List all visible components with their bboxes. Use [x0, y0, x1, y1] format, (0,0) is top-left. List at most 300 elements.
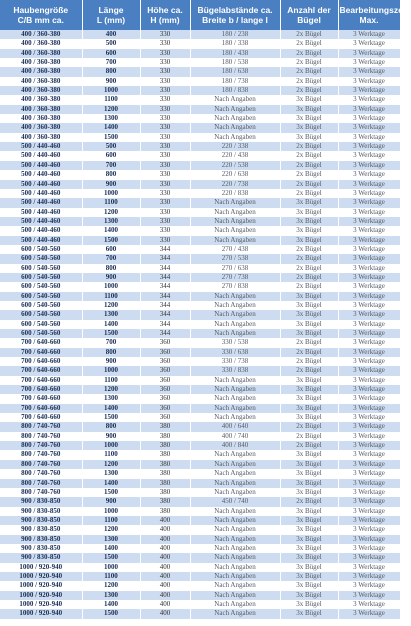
cell-height: 344 [140, 245, 190, 254]
table-row [0, 357, 400, 366]
cell-height: 344 [140, 320, 190, 329]
cell-bracket-count: 3x Bügel [280, 591, 338, 600]
cell-length: 700 [82, 254, 140, 263]
cell-length: 700 [82, 161, 140, 170]
cell-bracket-count: 3x Bügel [280, 479, 338, 488]
cell-length: 1300 [82, 114, 140, 123]
cell-processing-time: 3 Werktage [338, 581, 400, 590]
cell-length: 900 [82, 180, 140, 189]
cell-bracket-spacing: 330 / 838 [190, 366, 280, 375]
table-row [0, 413, 400, 422]
cell-length: 1300 [82, 591, 140, 600]
table-row [0, 591, 400, 600]
cell-processing-time: 3 Werktage [338, 535, 400, 544]
cell-height: 344 [140, 310, 190, 319]
table-row [0, 609, 400, 618]
cell-bracket-count: 2x Bügel [280, 86, 338, 95]
header-height-line1: Höhe ca. [147, 5, 183, 15]
cell-length: 700 [82, 58, 140, 67]
cell-bracket-count: 2x Bügel [280, 422, 338, 431]
cell-length: 700 [82, 338, 140, 347]
table-row [0, 39, 400, 48]
cell-length: 900 [82, 432, 140, 441]
cell-bracket-count: 3x Bügel [280, 217, 338, 226]
cell-processing-time: 3 Werktage [338, 572, 400, 581]
cell-processing-time: 3 Werktage [338, 142, 400, 151]
cell-hood-size: 1000 / 920-940 [0, 572, 82, 581]
cell-processing-time: 3 Werktage [338, 544, 400, 553]
cell-hood-size: 400 / 360-380 [0, 49, 82, 58]
header-bracket-spacing-line1: Bügelabstände ca. [197, 5, 273, 15]
cell-length: 1000 [82, 507, 140, 516]
cell-length: 1400 [82, 600, 140, 609]
table-row [0, 544, 400, 553]
table-row [0, 366, 400, 375]
table-row [0, 151, 400, 160]
table-row [0, 217, 400, 226]
header-bracket-spacing [190, 0, 280, 30]
cell-length: 1000 [82, 189, 140, 198]
cell-processing-time: 3 Werktage [338, 217, 400, 226]
table-row [0, 348, 400, 357]
cell-bracket-spacing: Nach Angaben [190, 535, 280, 544]
cell-hood-size: 1000 / 920-940 [0, 609, 82, 618]
cell-length: 1500 [82, 329, 140, 338]
cell-bracket-count: 3x Bügel [280, 198, 338, 207]
cell-length: 1000 [82, 563, 140, 572]
table-row [0, 292, 400, 301]
table-row [0, 208, 400, 217]
cell-height: 360 [140, 348, 190, 357]
cell-processing-time: 3 Werktage [338, 338, 400, 347]
cell-bracket-spacing: 180 / 538 [190, 58, 280, 67]
cell-bracket-count: 2x Bügel [280, 142, 338, 151]
cell-bracket-count: 2x Bügel [280, 245, 338, 254]
cell-length: 1000 [82, 282, 140, 291]
cell-length: 400 [82, 30, 140, 39]
cell-processing-time: 3 Werktage [338, 441, 400, 450]
table-row [0, 404, 400, 413]
cell-hood-size: 800 / 740-760 [0, 460, 82, 469]
cell-bracket-count: 3x Bügel [280, 292, 338, 301]
cell-height: 380 [140, 479, 190, 488]
cell-length: 1200 [82, 301, 140, 310]
cell-bracket-spacing: Nach Angaben [190, 376, 280, 385]
cell-height: 330 [140, 133, 190, 142]
cell-processing-time: 3 Werktage [338, 67, 400, 76]
cell-hood-size: 500 / 440-460 [0, 189, 82, 198]
cell-bracket-count: 2x Bügel [280, 357, 338, 366]
cell-processing-time: 3 Werktage [338, 469, 400, 478]
cell-processing-time: 3 Werktage [338, 58, 400, 67]
table-row [0, 264, 400, 273]
cell-height: 380 [140, 432, 190, 441]
cell-height: 330 [140, 39, 190, 48]
cell-processing-time: 3 Werktage [338, 525, 400, 534]
table-row [0, 581, 400, 590]
cell-bracket-spacing: Nach Angaben [190, 329, 280, 338]
cell-processing-time: 3 Werktage [338, 301, 400, 310]
table-row [0, 170, 400, 179]
table-row [0, 516, 400, 525]
cell-length: 600 [82, 245, 140, 254]
cell-bracket-count: 2x Bügel [280, 49, 338, 58]
cell-length: 1200 [82, 385, 140, 394]
table-row [0, 189, 400, 198]
cell-bracket-count: 3x Bügel [280, 394, 338, 403]
cell-bracket-count: 2x Bügel [280, 366, 338, 375]
cell-processing-time: 3 Werktage [338, 404, 400, 413]
cell-length: 900 [82, 77, 140, 86]
cell-hood-size: 700 / 640-660 [0, 357, 82, 366]
cell-hood-size: 800 / 740-760 [0, 422, 82, 431]
cell-processing-time: 3 Werktage [338, 30, 400, 39]
cell-bracket-spacing: Nach Angaben [190, 236, 280, 245]
cell-bracket-count: 2x Bügel [280, 282, 338, 291]
cell-bracket-count: 3x Bügel [280, 525, 338, 534]
table-row [0, 105, 400, 114]
table-body [0, 30, 400, 619]
cell-bracket-spacing: Nach Angaben [190, 581, 280, 590]
header-hood-size-line1: Haubengröße [13, 5, 69, 15]
cell-processing-time: 3 Werktage [338, 385, 400, 394]
cell-bracket-spacing: 180 / 238 [190, 30, 280, 39]
cell-height: 400 [140, 591, 190, 600]
cell-height: 330 [140, 180, 190, 189]
cell-hood-size: 600 / 540-560 [0, 292, 82, 301]
cell-bracket-count: 3x Bügel [280, 329, 338, 338]
cell-height: 380 [140, 507, 190, 516]
cell-bracket-spacing: Nach Angaben [190, 469, 280, 478]
table-row [0, 273, 400, 282]
cell-processing-time: 3 Werktage [338, 357, 400, 366]
cell-bracket-count: 3x Bügel [280, 404, 338, 413]
cell-bracket-spacing: 330 / 638 [190, 348, 280, 357]
cell-height: 360 [140, 376, 190, 385]
cell-processing-time: 3 Werktage [338, 189, 400, 198]
cell-length: 1400 [82, 404, 140, 413]
cell-hood-size: 600 / 540-560 [0, 264, 82, 273]
cell-hood-size: 900 / 830-850 [0, 553, 82, 562]
cell-hood-size: 900 / 830-850 [0, 507, 82, 516]
cell-processing-time: 3 Werktage [338, 450, 400, 459]
cell-processing-time: 3 Werktage [338, 591, 400, 600]
cell-height: 360 [140, 413, 190, 422]
cell-height: 330 [140, 236, 190, 245]
cell-length: 500 [82, 142, 140, 151]
cell-length: 1500 [82, 609, 140, 618]
cell-bracket-count: 3x Bügel [280, 95, 338, 104]
cell-hood-size: 400 / 360-380 [0, 95, 82, 104]
table-row [0, 30, 400, 39]
cell-hood-size: 1000 / 920-940 [0, 581, 82, 590]
cell-length: 1400 [82, 123, 140, 132]
cell-bracket-spacing: 180 / 738 [190, 77, 280, 86]
cell-bracket-count: 3x Bügel [280, 535, 338, 544]
cell-length: 1200 [82, 581, 140, 590]
cell-hood-size: 600 / 540-560 [0, 329, 82, 338]
cell-processing-time: 3 Werktage [338, 376, 400, 385]
header-bracket-count-line1: Anzahl der [287, 5, 331, 15]
cell-bracket-spacing: 450 / 740 [190, 497, 280, 506]
cell-bracket-count: 2x Bügel [280, 338, 338, 347]
cell-hood-size: 700 / 640-660 [0, 413, 82, 422]
cell-height: 400 [140, 525, 190, 534]
cell-bracket-spacing: 220 / 538 [190, 161, 280, 170]
table-row [0, 479, 400, 488]
cell-processing-time: 3 Werktage [338, 422, 400, 431]
table-row [0, 95, 400, 104]
cell-bracket-count: 2x Bügel [280, 180, 338, 189]
cell-height: 330 [140, 151, 190, 160]
cell-bracket-spacing: Nach Angaben [190, 460, 280, 469]
cell-hood-size: 700 / 640-660 [0, 385, 82, 394]
cell-hood-size: 600 / 540-560 [0, 254, 82, 263]
cell-processing-time: 3 Werktage [338, 39, 400, 48]
cell-bracket-spacing: Nach Angaben [190, 385, 280, 394]
cell-height: 344 [140, 273, 190, 282]
cell-hood-size: 400 / 360-380 [0, 114, 82, 123]
header-length-line2: L (mm) [96, 15, 126, 25]
table-row [0, 338, 400, 347]
cell-bracket-spacing: Nach Angaben [190, 123, 280, 132]
header-hood-size [0, 0, 82, 30]
header-bracket-count [280, 0, 338, 30]
cell-processing-time: 3 Werktage [338, 432, 400, 441]
cell-hood-size: 900 / 830-850 [0, 525, 82, 534]
cell-bracket-count: 2x Bügel [280, 77, 338, 86]
cell-height: 330 [140, 123, 190, 132]
cell-bracket-spacing: Nach Angaben [190, 208, 280, 217]
cell-length: 1400 [82, 544, 140, 553]
cell-length: 1300 [82, 394, 140, 403]
cell-length: 1500 [82, 133, 140, 142]
cell-bracket-spacing: 270 / 838 [190, 282, 280, 291]
cell-bracket-spacing: 180 / 338 [190, 39, 280, 48]
table-row [0, 394, 400, 403]
header-processing-time [338, 0, 411, 30]
cell-bracket-spacing: 270 / 738 [190, 273, 280, 282]
cell-length: 1000 [82, 86, 140, 95]
cell-processing-time: 3 Werktage [338, 413, 400, 422]
cell-bracket-count: 3x Bügel [280, 208, 338, 217]
cell-bracket-count: 3x Bügel [280, 553, 338, 562]
cell-height: 380 [140, 422, 190, 431]
cell-hood-size: 400 / 360-380 [0, 133, 82, 142]
cell-length: 1300 [82, 310, 140, 319]
table-row [0, 376, 400, 385]
cell-bracket-spacing: Nach Angaben [190, 488, 280, 497]
cell-bracket-spacing: Nach Angaben [190, 114, 280, 123]
cell-length: 1000 [82, 366, 140, 375]
cell-processing-time: 3 Werktage [338, 264, 400, 273]
header-bracket-spacing-line2: Breite b / lange l [202, 15, 268, 25]
table-row [0, 67, 400, 76]
cell-bracket-count: 3x Bügel [280, 105, 338, 114]
cell-length: 500 [82, 39, 140, 48]
cell-bracket-count: 3x Bügel [280, 301, 338, 310]
cell-height: 360 [140, 366, 190, 375]
cell-length: 1100 [82, 376, 140, 385]
cell-hood-size: 400 / 360-380 [0, 30, 82, 39]
cell-length: 800 [82, 422, 140, 431]
cell-processing-time: 3 Werktage [338, 86, 400, 95]
cell-height: 330 [140, 208, 190, 217]
table-row [0, 507, 400, 516]
cell-bracket-count: 3x Bügel [280, 450, 338, 459]
cell-height: 400 [140, 535, 190, 544]
cell-hood-size: 500 / 440-460 [0, 226, 82, 235]
cell-bracket-spacing: Nach Angaben [190, 544, 280, 553]
cell-hood-size: 900 / 830-850 [0, 497, 82, 506]
cell-height: 360 [140, 357, 190, 366]
cell-bracket-spacing: Nach Angaben [190, 507, 280, 516]
cell-bracket-count: 2x Bügel [280, 254, 338, 263]
cell-hood-size: 800 / 740-760 [0, 441, 82, 450]
cell-hood-size: 800 / 740-760 [0, 469, 82, 478]
cell-bracket-spacing: 180 / 838 [190, 86, 280, 95]
cell-bracket-count: 2x Bügel [280, 264, 338, 273]
cell-length: 800 [82, 348, 140, 357]
cell-processing-time: 3 Werktage [338, 600, 400, 609]
cell-bracket-count: 2x Bügel [280, 432, 338, 441]
cell-bracket-count: 3x Bügel [280, 600, 338, 609]
cell-bracket-spacing: Nach Angaben [190, 572, 280, 581]
cell-bracket-spacing: Nach Angaben [190, 479, 280, 488]
cell-bracket-count: 3x Bügel [280, 488, 338, 497]
cell-hood-size: 900 / 830-850 [0, 535, 82, 544]
table-row [0, 236, 400, 245]
cell-height: 330 [140, 161, 190, 170]
cell-bracket-count: 3x Bügel [280, 469, 338, 478]
cell-bracket-spacing: Nach Angaben [190, 563, 280, 572]
table-row [0, 77, 400, 86]
cell-length: 600 [82, 151, 140, 160]
cell-bracket-count: 2x Bügel [280, 161, 338, 170]
cell-bracket-count: 2x Bügel [280, 67, 338, 76]
cell-hood-size: 800 / 740-760 [0, 488, 82, 497]
cell-bracket-spacing: 330 / 738 [190, 357, 280, 366]
table-row [0, 432, 400, 441]
cell-height: 400 [140, 581, 190, 590]
header-processing-time-line1: Bearbeitungszeit: [339, 5, 411, 15]
cell-length: 1500 [82, 553, 140, 562]
cell-hood-size: 500 / 440-460 [0, 236, 82, 245]
cell-bracket-spacing: Nach Angaben [190, 301, 280, 310]
cell-hood-size: 400 / 360-380 [0, 86, 82, 95]
header-row [0, 0, 400, 30]
cell-length: 1100 [82, 292, 140, 301]
cell-bracket-spacing: 270 / 438 [190, 245, 280, 254]
cell-processing-time: 3 Werktage [338, 114, 400, 123]
cell-length: 1200 [82, 525, 140, 534]
table-row [0, 385, 400, 394]
table-row [0, 525, 400, 534]
cell-bracket-count: 3x Bügel [280, 460, 338, 469]
cell-height: 360 [140, 404, 190, 413]
table-row [0, 460, 400, 469]
table-header [0, 0, 411, 30]
cell-bracket-count: 3x Bügel [280, 572, 338, 581]
table-row [0, 329, 400, 338]
cell-processing-time: 3 Werktage [338, 366, 400, 375]
cell-processing-time: 3 Werktage [338, 161, 400, 170]
header-length [82, 0, 140, 30]
cell-processing-time: 3 Werktage [338, 49, 400, 58]
table-row [0, 198, 400, 207]
table-row [0, 123, 400, 132]
cell-bracket-spacing: 220 / 838 [190, 189, 280, 198]
cell-height: 330 [140, 49, 190, 58]
cell-hood-size: 400 / 360-380 [0, 123, 82, 132]
cell-bracket-spacing: 400 / 740 [190, 432, 280, 441]
cell-bracket-count: 2x Bügel [280, 58, 338, 67]
cell-length: 1100 [82, 516, 140, 525]
header-height-line2: H (mm) [150, 15, 180, 25]
cell-bracket-count: 2x Bügel [280, 348, 338, 357]
cell-bracket-spacing: 220 / 738 [190, 180, 280, 189]
cell-height: 330 [140, 105, 190, 114]
table-row [0, 226, 400, 235]
cell-hood-size: 500 / 440-460 [0, 208, 82, 217]
header-length-line1: Länge [98, 5, 124, 15]
cell-height: 330 [140, 198, 190, 207]
cell-height: 380 [140, 488, 190, 497]
cell-bracket-count: 3x Bügel [280, 226, 338, 235]
cell-bracket-spacing: 270 / 638 [190, 264, 280, 273]
cell-height: 380 [140, 460, 190, 469]
cell-bracket-spacing: 220 / 638 [190, 170, 280, 179]
table-row [0, 450, 400, 459]
cell-bracket-spacing: Nach Angaben [190, 450, 280, 459]
cell-length: 1400 [82, 479, 140, 488]
cell-bracket-spacing: Nach Angaben [190, 609, 280, 618]
cell-height: 400 [140, 563, 190, 572]
cell-height: 344 [140, 292, 190, 301]
cell-height: 344 [140, 264, 190, 273]
cell-length: 800 [82, 67, 140, 76]
cell-hood-size: 400 / 360-380 [0, 39, 82, 48]
cell-bracket-spacing: Nach Angaben [190, 105, 280, 114]
cell-height: 330 [140, 170, 190, 179]
table-row [0, 422, 400, 431]
cell-processing-time: 3 Werktage [338, 151, 400, 160]
cell-processing-time: 3 Werktage [338, 170, 400, 179]
table-row [0, 441, 400, 450]
cell-length: 1100 [82, 95, 140, 104]
cell-processing-time: 3 Werktage [338, 348, 400, 357]
cell-bracket-count: 3x Bügel [280, 581, 338, 590]
cell-hood-size: 800 / 740-760 [0, 432, 82, 441]
cell-length: 1200 [82, 105, 140, 114]
cell-hood-size: 700 / 640-660 [0, 394, 82, 403]
cell-hood-size: 500 / 440-460 [0, 180, 82, 189]
cell-height: 360 [140, 385, 190, 394]
cell-height: 400 [140, 600, 190, 609]
cell-processing-time: 3 Werktage [338, 236, 400, 245]
cell-length: 900 [82, 357, 140, 366]
cell-hood-size: 900 / 830-850 [0, 516, 82, 525]
cell-length: 800 [82, 264, 140, 273]
cell-height: 380 [140, 450, 190, 459]
cell-length: 1100 [82, 450, 140, 459]
cell-bracket-spacing: Nach Angaben [190, 404, 280, 413]
cell-bracket-count: 3x Bügel [280, 516, 338, 525]
cell-bracket-spacing: Nach Angaben [190, 133, 280, 142]
cell-height: 344 [140, 282, 190, 291]
table-row [0, 310, 400, 319]
cell-processing-time: 3 Werktage [338, 292, 400, 301]
